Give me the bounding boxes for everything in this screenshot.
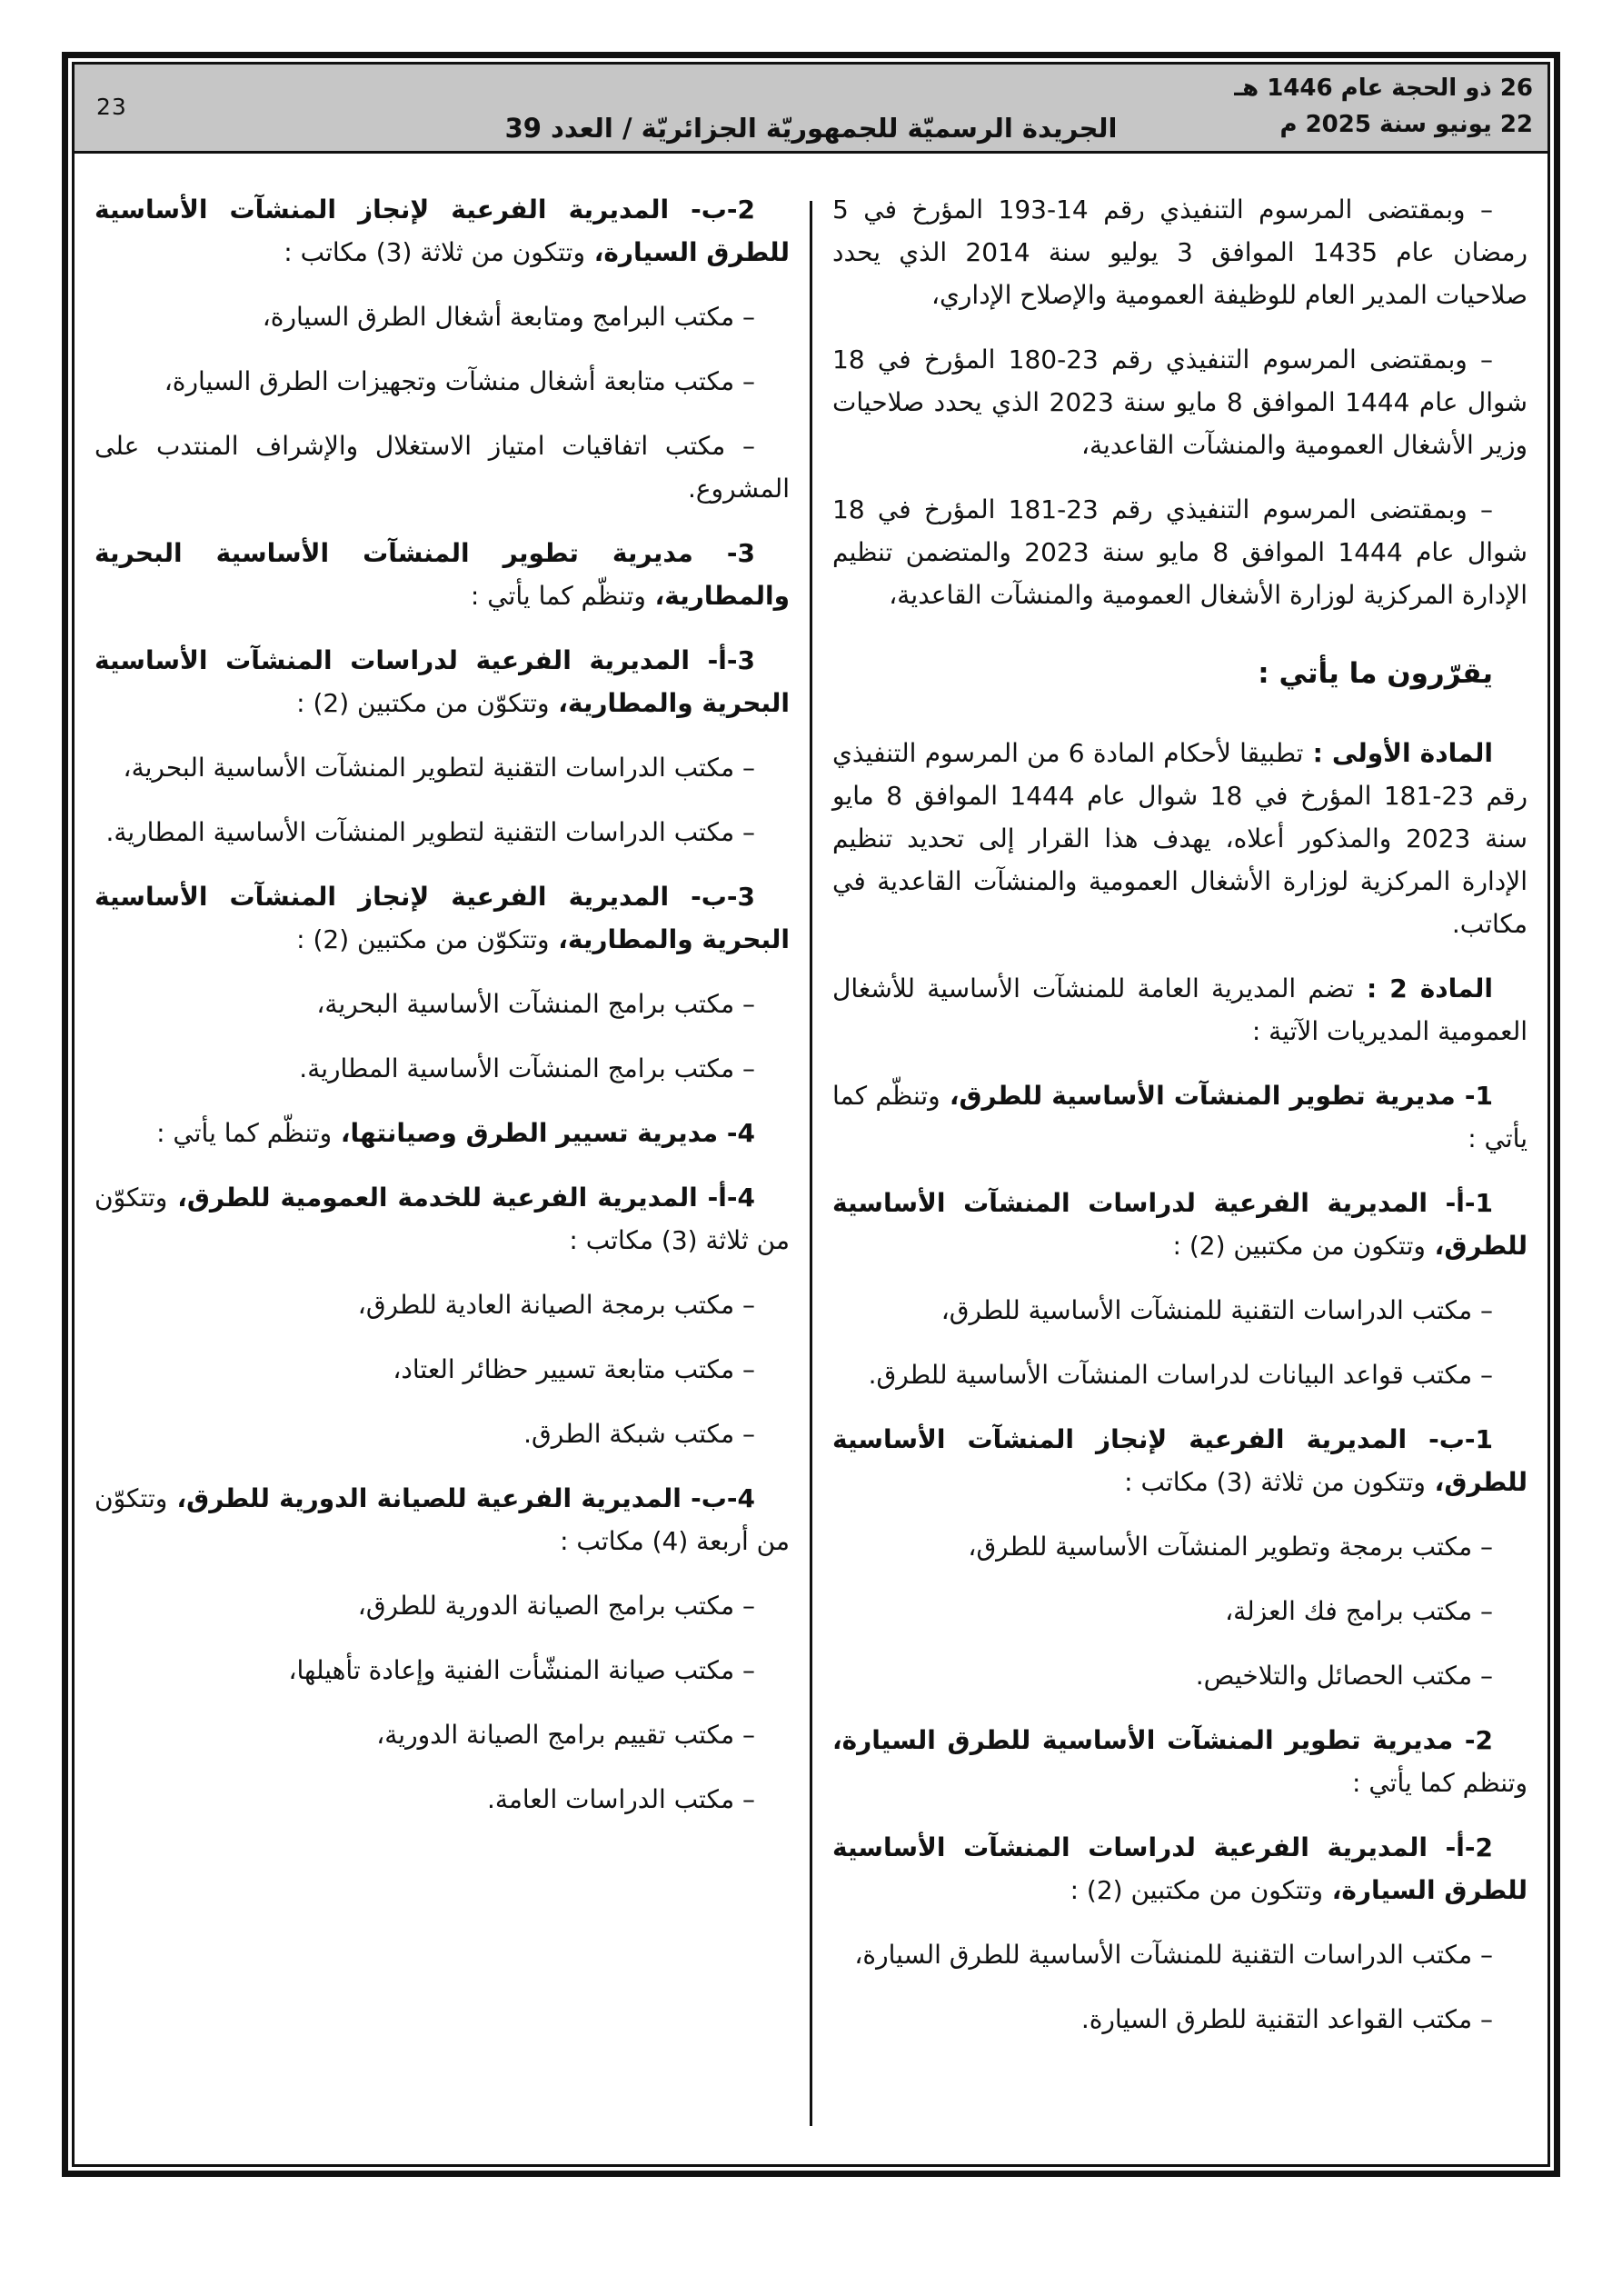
section-heading	[832, 1719, 1527, 1804]
gregorian-date: 22 يونيو سنة 2025 م	[1279, 111, 1533, 138]
paragraph-lead-bold: 1-أ- المديرية الفرعية لدراسات المنشآت الأساسية للطرق،	[832, 1188, 1527, 1261]
paragraph-text: وتنظّم كما يأتي :	[156, 1118, 333, 1148]
section-heading	[95, 188, 790, 274]
office-item	[832, 1289, 1527, 1332]
paragraph-lead-bold: 2-أ- المديرية الفرعية لدراسات المنشآت الأساسية للطرق السيارة،	[832, 1832, 1527, 1905]
section-heading	[95, 875, 790, 961]
paragraph-lead-bold: 1- مديرية تطوير المنشآت الأساسية للطرق،	[940, 1081, 1493, 1111]
paragraph-lead-bold: 4-أ- المديرية الفرعية للخدمة العمومية للطرق،	[167, 1183, 755, 1213]
page-inner-frame	[72, 62, 1550, 2167]
paragraph-text: تضم المديرية العامة للمنشآت الأساسية للأشغال العمومية المديريات الآتية :	[832, 973, 1527, 1046]
paragraph-lead-bold: 4- مديرية تسيير الطرق وصيانتها،	[332, 1118, 755, 1148]
paragraph-text: وتتكون من مكتبين (2) :	[1070, 1875, 1323, 1905]
paragraph-text: – مكتب برامج الصيانة الدورية للطرق،	[357, 1591, 755, 1621]
paragraph-text: – مكتب برمجة وتطوير المنشآت الأساسية للطرق،	[968, 1532, 1493, 1562]
section-heading	[95, 1112, 790, 1154]
paragraph-text: – مكتب اتفاقيات امتياز الاستغلال والإشراف المنتدب على المشروع.	[95, 431, 790, 504]
office-item	[95, 1283, 790, 1326]
paragraph-text: – وبمقتضى المرسوم التنفيذي رقم 23-181 المؤرخ في 18 شوال عام 1444 الموافق 8 مايو سنة 2023 والمتضمن تنظيم الإدارة المركزية لوزارة الأشغال العمومية والمنشآت القاعدية،	[832, 494, 1527, 610]
office-item	[95, 1047, 790, 1090]
paragraph-text: – مكتب صيانة المنشّأت الفنية وإعادة تأهيلها،	[288, 1655, 755, 1685]
office-item	[95, 360, 790, 403]
section-heading	[95, 1477, 790, 1562]
columns-container	[75, 154, 1547, 2164]
office-item	[95, 811, 790, 854]
paragraph-text: – مكتب برامج المنشآت الأساسية البحرية،	[316, 989, 755, 1019]
paragraph-text: – مكتب الدراسات العامة.	[486, 1784, 755, 1814]
paragraph-text: – مكتب الدراسات التقنية لتطوير المنشآت الأساسية البحرية،	[123, 753, 755, 783]
office-item	[832, 1353, 1527, 1396]
paragraph-text: – مكتب تقييم برامج الصيانة الدورية،	[376, 1720, 755, 1750]
section-heading	[832, 1826, 1527, 1912]
gazette-paragraph	[832, 188, 1527, 316]
office-item	[95, 424, 790, 510]
paragraph-lead-bold: 3-أ- المديرية الفرعية لدراسات المنشآت الأساسية البحرية والمطارية،	[95, 645, 790, 718]
journal-title: الجريدة الرسميّة للجمهوريّة الجزائريّة / العدد 39	[504, 113, 1118, 144]
section-heading	[832, 1074, 1527, 1160]
paragraph-text: وتنظّم كما يأتي :	[832, 1081, 1527, 1153]
office-item	[832, 1590, 1527, 1632]
paragraph-text: – مكتب البرامج ومتابعة أشغال الطرق السيارة،	[262, 302, 755, 332]
office-item	[832, 1998, 1527, 2041]
office-item	[832, 1654, 1527, 1697]
paragraph-lead-bold: 2-ب- المديرية الفرعية لإنجاز المنشآت الأساسية للطرق السيارة،	[95, 195, 790, 267]
decision-heading	[832, 653, 1527, 695]
section-heading	[95, 639, 790, 724]
paragraph-lead-bold: 4-ب- المديرية الفرعية للصيانة الدورية للطرق،	[167, 1483, 755, 1513]
paragraph-text: – مكتب الدراسات التقنية للمنشآت الأساسية للطرق السيارة،	[854, 1940, 1493, 1970]
paragraph-text: – مكتب الدراسات التقنية لتطوير المنشآت الأساسية المطارية.	[105, 817, 755, 847]
column-right	[812, 166, 1547, 2164]
article-paragraph	[832, 732, 1527, 945]
paragraph-text: – وبمقتضى المرسوم التنفيذي رقم 23-180 المؤرخ في 18 شوال عام 1444 الموافق 8 مايو سنة 2023 الذي يحدد صلاحيات وزير الأشغال العمومية والمنشآت القاعدية،	[832, 344, 1527, 460]
paragraph-text: وتنظّم كما يأتي :	[470, 581, 646, 611]
office-item	[95, 1649, 790, 1692]
page-frame	[62, 52, 1560, 2177]
paragraph-text: – مكتب الدراسات التقنية للمنشآت الأساسية للطرق،	[940, 1295, 1493, 1325]
column-left	[75, 166, 810, 2164]
paragraph-text: – مكتب القواعد التقنية للطرق السيارة.	[1080, 2004, 1493, 2034]
gazette-paragraph	[832, 488, 1527, 616]
office-item	[95, 1778, 790, 1821]
paragraph-lead-bold: يقرّرون ما يأتي :	[1258, 657, 1493, 690]
paragraph-text: وتتكوّن من ثلاثة (3) مكاتب :	[95, 1183, 790, 1255]
office-item	[95, 1584, 790, 1627]
gazette-paragraph	[832, 338, 1527, 466]
section-heading	[832, 1418, 1527, 1503]
section-heading	[95, 1176, 790, 1262]
office-item	[95, 295, 790, 338]
paragraph-lead-bold: 3-ب- المديرية الفرعية لإنجاز المنشآت الأساسية البحرية والمطارية،	[95, 882, 790, 954]
paragraph-text: وتتكوّن من مكتبين (2) :	[296, 924, 550, 954]
paragraph-text: – مكتب قواعد البيانات لدراسات المنشآت الأساسية للطرق.	[868, 1360, 1493, 1390]
office-item	[832, 1933, 1527, 1976]
paragraph-text: – مكتب الحصائل والتلاخيص.	[1195, 1661, 1493, 1691]
hijri-date: 26 ذو الحجة عام 1446 هـ	[1234, 75, 1533, 102]
paragraph-text: – مكتب برامج فك العزلة،	[1225, 1596, 1493, 1626]
office-item	[95, 1348, 790, 1391]
office-item	[95, 746, 790, 789]
paragraph-lead-bold: 3- مديرية تطوير المنشآت الأساسية البحرية والمطارية،	[95, 538, 790, 611]
paragraph-text: – مكتب برمجة الصيانة العادية للطرق،	[357, 1290, 755, 1320]
section-heading	[832, 1182, 1527, 1267]
paragraph-text: وتنظم كما يأتي :	[1351, 1768, 1527, 1798]
paragraph-text: وتتكوّن من مكتبين (2) :	[296, 688, 550, 718]
paragraph-text: وتتكوّن من أربعة (4) مكاتب :	[95, 1483, 790, 1556]
paragraph-text: تطبيقا لأحكام المادة 6 من المرسوم التنفيذي رقم 23-181 المؤرخ في 18 شوال عام 1444 الموافق 8 مايو سنة 2023 والمذكور أعلاه، يهدف هذا القرار إلى تحديد تنظيم الإدارة المركزية لوزارة الأشغال العمومية والمنشآت القاعدية في مكاتب.	[832, 738, 1528, 939]
paragraph-lead-bold: المادة 2 :	[1354, 973, 1493, 1003]
office-item	[832, 1525, 1527, 1568]
paragraph-text: – مكتب برامج المنشآت الأساسية المطارية.	[299, 1053, 755, 1083]
office-item	[95, 983, 790, 1025]
paragraph-text: – مكتب متابعة تسيير حظائر العتاد،	[393, 1354, 755, 1384]
paragraph-text: – وبمقتضى المرسوم التنفيذي رقم 14-193 المؤرخ في 5 رمضان عام 1435 الموافق 3 يوليو سنة 2014 الذي يحدد صلاحيات المدير العام للوظيفة العمومية والإصلاح الإداري،	[832, 195, 1527, 310]
office-item	[95, 1413, 790, 1455]
column-divider	[810, 201, 812, 2126]
paragraph-text: – مكتب شبكة الطرق.	[523, 1419, 755, 1449]
paragraph-lead-bold: 1-ب- المديرية الفرعية لإنجاز المنشآت الأساسية للطرق،	[832, 1424, 1527, 1497]
article-paragraph	[832, 967, 1527, 1053]
section-heading	[95, 532, 790, 617]
office-item	[95, 1713, 790, 1756]
page-number: 23	[96, 94, 127, 120]
paragraph-lead-bold: المادة الأولى :	[1303, 738, 1493, 768]
paragraph-text: وتتكون من مكتبين (2) :	[1172, 1231, 1426, 1261]
paragraph-text: وتتكون من ثلاثة (3) مكاتب :	[284, 237, 585, 267]
paragraph-text: وتتكون من ثلاثة (3) مكاتب :	[1124, 1467, 1426, 1497]
gazette-header	[75, 65, 1547, 154]
paragraph-lead-bold: 2- مديرية تطوير المنشآت الأساسية للطرق السيارة،	[832, 1725, 1493, 1755]
paragraph-text: – مكتب متابعة أشغال منشآت وتجهيزات الطرق السيارة،	[164, 366, 755, 396]
